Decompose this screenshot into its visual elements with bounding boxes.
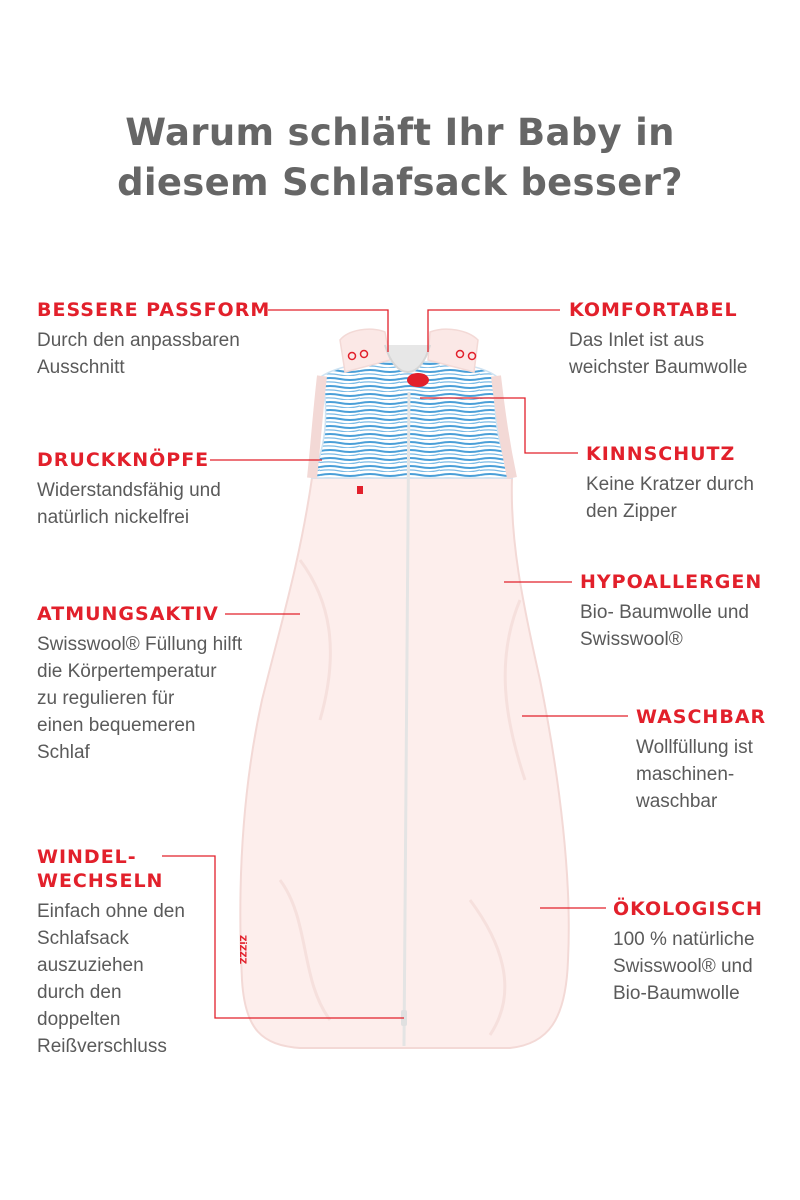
title-line-1: Warum schläft Ihr Baby in: [125, 111, 675, 154]
feature-oekologisch: [613, 897, 763, 1007]
feature-windel: [37, 845, 185, 1060]
feature-hypoallergen: [580, 570, 762, 653]
title-line-2: diesem Schlafsack besser?: [117, 161, 683, 204]
feature-description: Durch den anpassbaren Ausschnitt: [37, 330, 240, 378]
feature-heading: BESSERE PASSFORM: [37, 299, 271, 321]
feature-description: Wollfüllung ist maschinen- waschbar: [636, 737, 753, 812]
feature-komfortabel: [569, 298, 747, 381]
feature-heading: ATMUNGSAKTIV: [37, 603, 219, 625]
feature-heading: ÖKOLOGISCH: [613, 898, 763, 920]
feature-atmungsaktiv: [37, 602, 242, 766]
feature-heading: HYPOALLERGEN: [580, 571, 763, 593]
feature-heading: KOMFORTABEL: [569, 299, 738, 321]
feature-kinnschutz: [586, 442, 754, 525]
red-tag: [357, 486, 363, 494]
feature-heading: KINNSCHUTZ: [586, 443, 736, 465]
feature-heading: WINDEL- WECHSELN: [37, 846, 164, 892]
feature-description: Bio- Baumwolle und Swisswool®: [580, 602, 749, 650]
feature-druckknoepfe: [37, 448, 221, 531]
feature-description: Swisswool® Füllung hilft die Körpertemperatur zu regulieren für einen bequemeren Schlaf: [37, 634, 243, 763]
feature-description: 100 % natürliche Swisswool® und Bio-Baumwolle: [613, 929, 755, 1004]
side-brand-tag: ZiZZZ: [237, 935, 247, 965]
brand-badge: [407, 373, 429, 387]
feature-description: Widerstandsfähig und natürlich nickelfrei: [37, 480, 221, 528]
feature-waschbar: [636, 705, 766, 815]
feature-description: Keine Kratzer durch den Zipper: [586, 474, 754, 522]
feature-heading: WASCHBAR: [636, 706, 767, 728]
feature-description: Einfach ohne den Schlafsack auszuziehen durch den doppelten Reißverschluss: [37, 901, 185, 1057]
feature-description: Das Inlet ist aus weichster Baumwolle: [569, 330, 748, 378]
feature-heading: DRUCKKNÖPFE: [37, 449, 210, 471]
feature-passform: [37, 298, 270, 381]
